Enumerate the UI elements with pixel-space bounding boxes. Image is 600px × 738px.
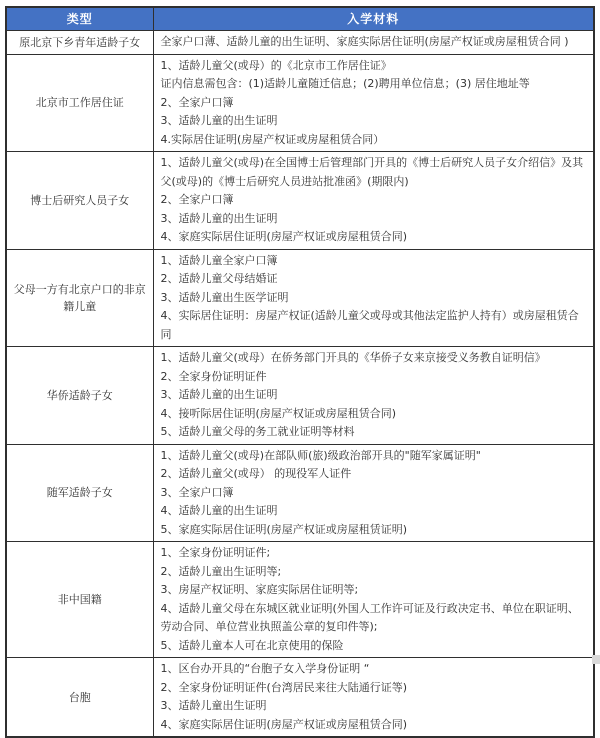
header-cell-type: 类型 bbox=[6, 7, 153, 30]
material-line: 4、家庭实际居住证明(房屋产权证或房屋租赁合同) bbox=[160, 717, 408, 731]
material-line: 5、家庭实际居住证明(房屋产权证或房屋租赁证明) bbox=[160, 522, 408, 536]
material-line: 全家户口薄、适龄儿童的出生证明、家庭实际居住证明(房屋产权证或房屋租赁合同 ) bbox=[160, 34, 569, 48]
material-line: 2、全家户口簿 bbox=[160, 95, 234, 109]
material-line: 1、适龄儿童父(或母）在侨务部门开具的《华侨子女来京接受义务教自证明信》 bbox=[160, 351, 546, 364]
type-cell: 随军适龄子女 bbox=[6, 444, 153, 542]
materials-cell bbox=[153, 542, 594, 658]
material-line: 2、全家身份证明证件(台湾居民来往大陆通行证等) bbox=[160, 680, 408, 694]
type-cell: 北京市工作居住证 bbox=[6, 54, 153, 152]
material-line: 1、适龄儿童全家户口簿 bbox=[160, 253, 278, 267]
enrollment-materials-table bbox=[5, 6, 595, 738]
material-line: 3、房屋产权证明、家庭实际居住证明等; bbox=[160, 583, 359, 596]
material-line: 1、区台办开具的“台胞子女入学身份证明 “ bbox=[160, 662, 370, 675]
table-row bbox=[6, 249, 594, 347]
materials-cell bbox=[153, 152, 594, 250]
table-row bbox=[6, 542, 594, 658]
type-cell: 博士后研究人员子女 bbox=[6, 152, 153, 250]
materials-cell bbox=[153, 347, 594, 445]
material-line: 4、适龄儿童的出生证明 bbox=[160, 504, 278, 517]
material-line: 2、适龄儿童父(或母） 的现役军人证件 bbox=[160, 467, 352, 480]
materials-cell bbox=[153, 658, 594, 738]
material-line: 2、全家户口簿 bbox=[160, 193, 234, 206]
scrollbar-fragment bbox=[592, 655, 600, 664]
table-row bbox=[6, 152, 594, 250]
material-line: 4、实际居住证明：房屋产权证(适龄儿童父或母或其他法定监护人持有）或房屋租赁合同 bbox=[160, 309, 579, 341]
material-line: 5、适龄儿童本人可在北京使用的保险 bbox=[160, 638, 344, 652]
material-line: 3、适龄儿童的出生证明 bbox=[160, 388, 278, 401]
material-line: 4、家庭实际居住证明(房屋产权证或房屋租赁合同) bbox=[160, 230, 408, 243]
material-line: 2、适龄儿童出生证明等; bbox=[160, 564, 282, 578]
materials-cell bbox=[153, 249, 594, 347]
material-line: 1、适龄儿童父(或母）的《北京市工作居住证》 bbox=[160, 58, 392, 72]
material-line: 1、全家身份证明证件; bbox=[160, 546, 271, 559]
material-line: 1、适龄儿童父(或母)在全国博士后管理部门开具的《博士后研究人员子女介绍信》及其父(或母)的《博士后研究人员进站批准函》(期限内) bbox=[160, 156, 584, 188]
material-line: 4.实际居住证明(房屋产权证或房屋租赁合同） bbox=[160, 132, 385, 146]
material-line: 3、适龄儿童出生证明 bbox=[160, 699, 267, 712]
material-line: 2、全家身份证明证件 bbox=[160, 369, 267, 383]
table-header bbox=[6, 7, 594, 30]
material-line: 1、适龄儿童父(或母)在部队师(旅)级政治部开具的"随军家属证明" bbox=[160, 448, 481, 462]
materials-cell bbox=[153, 444, 594, 542]
material-line: 3、适龄儿童的出生证明 bbox=[160, 114, 278, 127]
material-line: 3、适龄儿童的出生证明 bbox=[160, 211, 278, 225]
material-line: 证内信息需包含：(1)适龄儿童随迁信息；(2)聘用单位信息；(3) 居住地址等 bbox=[160, 77, 530, 90]
material-line: 4、适龄儿童父母在东城区就业证明(外国人工作许可证及行政决定书、单位在职证明、劳动合同、单位营业执照盖公章的复印件等); bbox=[160, 601, 579, 633]
materials-cell bbox=[153, 54, 594, 152]
material-line: 3、全家户口簿 bbox=[160, 485, 234, 499]
table-row bbox=[6, 30, 594, 54]
table-row bbox=[6, 347, 594, 445]
type-cell: 非中国籍 bbox=[6, 542, 153, 658]
type-cell: 华侨适龄子女 bbox=[6, 347, 153, 445]
materials-cell bbox=[153, 30, 594, 54]
table-row bbox=[6, 658, 594, 738]
table-body bbox=[6, 30, 594, 737]
type-cell: 台胞 bbox=[6, 658, 153, 738]
material-line: 5、适龄儿童父母的务工就业证明等材料 bbox=[160, 425, 355, 438]
table-row bbox=[6, 54, 594, 152]
type-cell: 原北京下乡青年适龄子女 bbox=[6, 30, 153, 54]
header-cell-materials: 入学材料 bbox=[153, 7, 594, 30]
material-line: 2、适龄儿童父母结婚证 bbox=[160, 272, 278, 285]
header-row bbox=[6, 7, 594, 30]
material-line: 4、接听际居住证明(房屋产权证或房屋租赁合同) bbox=[160, 406, 397, 420]
type-cell: 父母一方有北京户口的非京籍儿童 bbox=[6, 249, 153, 347]
material-line: 3、适龄儿童出生医学证明 bbox=[160, 290, 289, 304]
table-row bbox=[6, 444, 594, 542]
enrollment-table-container bbox=[5, 6, 595, 738]
